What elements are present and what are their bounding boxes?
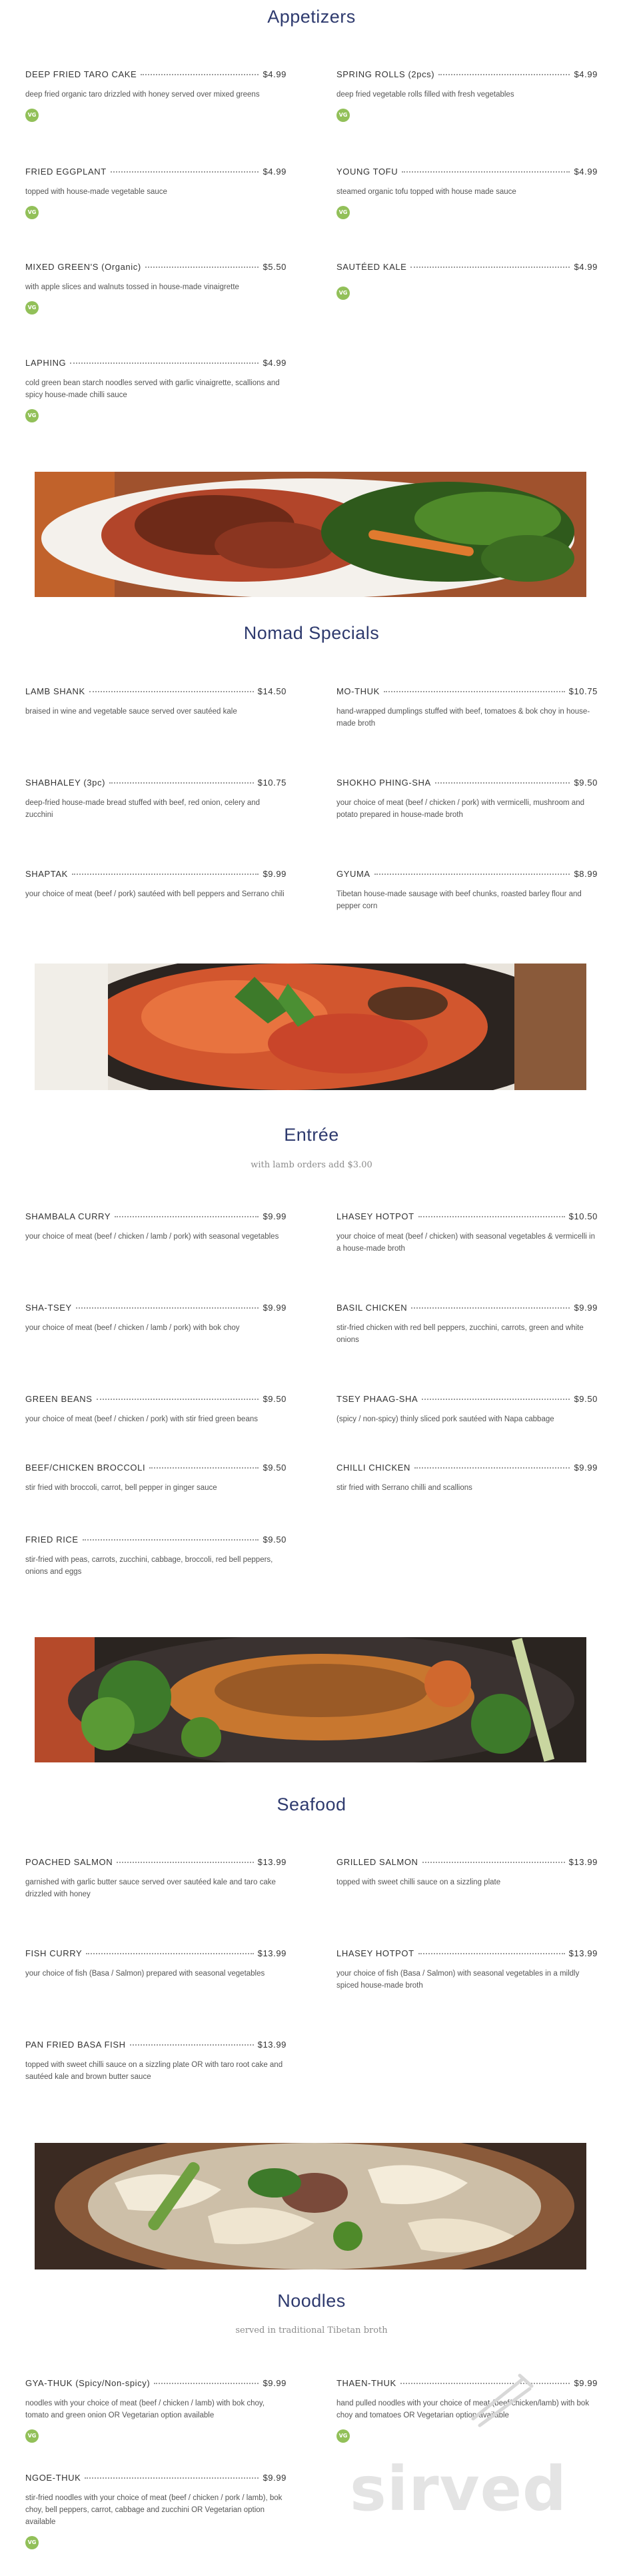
leader-dots: [374, 874, 570, 875]
vegetarian-badge: VG: [25, 409, 39, 422]
item-name: DEEP FRIED TARO CAKE: [25, 69, 137, 79]
item-description: stir-fried chicken with red bell peppers, zucchini, carrots, green and white onions: [336, 1324, 584, 1344]
seafood-title: Seafood: [277, 1794, 346, 1814]
item-name: GYA-THUK (Spicy/Non-spicy): [25, 2378, 151, 2388]
item-description: your choice of meat (beef / pork) sautéed with bell peppers and Serrano chili: [25, 890, 285, 898]
item-price: $9.99: [263, 869, 287, 879]
item-name: GREEN BEANS: [25, 1394, 93, 1404]
menu-item: [25, 686, 287, 718]
menu-item: [25, 869, 287, 900]
menu-item: [25, 1211, 287, 1243]
item-description: deep fried organic taro drizzled with honey served over mixed greens: [25, 91, 260, 99]
item-name: LHASEY HOTPOT: [336, 1948, 414, 1958]
item-price: $4.99: [263, 167, 287, 177]
item-description: deep fried vegetable rolls filled with fresh vegetables: [336, 91, 514, 99]
item-price: $9.50: [574, 778, 598, 788]
item-price: $9.99: [574, 2378, 598, 2388]
leader-dots: [435, 782, 570, 784]
leader-dots: [154, 2383, 259, 2384]
leader-dots: [414, 1467, 570, 1469]
menu-item: [25, 1394, 287, 1425]
item-price: $9.50: [263, 1535, 287, 1545]
menu-item: [336, 686, 598, 730]
noodle-soup-photo: [35, 2143, 586, 2269]
menu-item: [25, 1535, 287, 1578]
item-name: SPRING ROLLS (2pcs): [336, 69, 435, 79]
item-description: Tibetan house-made sausage with beef chunks, roasted barley flour and pepper corn: [336, 890, 582, 910]
item-description: braised in wine and vegetable sauce served over sautéed kale: [25, 708, 237, 716]
utensils-watermark-icon: [460, 2369, 540, 2429]
leader-dots: [76, 1307, 259, 1309]
menu-item: [25, 358, 287, 422]
menu-item: [336, 1463, 598, 1494]
menu-item: [336, 778, 598, 821]
item-description: stir fried with broccoli, carrot, bell pepper in ginger sauce: [25, 1484, 217, 1492]
entree-subtitle: with lamb orders add $3.00: [251, 1160, 372, 1170]
leader-dots: [86, 1953, 253, 1954]
item-description: with apple slices and walnuts tossed in house-made vinaigrette: [25, 283, 239, 291]
nomad-specials-title: Nomad Specials: [243, 623, 380, 643]
leader-dots: [83, 1539, 259, 1541]
item-name: LHASEY HOTPOT: [336, 1211, 414, 1221]
item-price: $13.99: [568, 1857, 598, 1867]
item-description: stir-fried noodles with your choice of meat (beef / chicken / pork / lamb), bok choy, bell peppers, carrot, cabbage and zucchini OR Vegetarian option available: [25, 2494, 283, 2526]
item-name: SHA-TSEY: [25, 1303, 72, 1313]
leader-dots: [145, 267, 259, 268]
vegetarian-badge: VG: [336, 109, 350, 122]
vegetarian-badge: VG: [25, 2429, 39, 2443]
leader-dots: [418, 1953, 565, 1954]
item-name: THAEN-THUK: [336, 2378, 396, 2388]
item-description: your choice of fish (Basa / Salmon) prepared with seasonal vegetables: [25, 1970, 265, 1978]
item-name: PAN FRIED BASA FISH: [25, 2040, 126, 2050]
leader-dots: [130, 2044, 254, 2046]
item-description: garnished with garlic butter sauce served over sautéed kale and taro cake drizzled with honey: [25, 1878, 276, 1898]
item-name: MO-THUK: [336, 686, 380, 696]
item-description: cold green bean starch noodles served with garlic vinaigrette, scallions and spicy house-made chilli sauce: [25, 379, 280, 399]
leader-dots: [72, 874, 259, 875]
item-name: CHILLI CHICKEN: [336, 1463, 410, 1473]
leader-dots: [384, 691, 565, 692]
item-price: $10.50: [568, 1211, 598, 1221]
menu-item: [336, 1948, 598, 1992]
leader-dots: [438, 74, 570, 75]
item-price: $9.50: [263, 1394, 287, 1404]
item-name: POACHED SALMON: [25, 1857, 113, 1867]
item-price: $13.99: [257, 1857, 287, 1867]
item-name: SHABHALEY (3pc): [25, 778, 106, 788]
item-price: $9.99: [263, 1211, 287, 1221]
leader-dots: [149, 1467, 259, 1469]
menu-item: [336, 869, 598, 912]
menu-item: [25, 1948, 287, 1980]
item-price: $9.99: [574, 1303, 598, 1313]
noodles-title: Noodles: [277, 2291, 346, 2311]
vegetarian-badge: VG: [336, 287, 350, 300]
leader-dots: [410, 267, 570, 268]
item-description: stir-fried with peas, carrots, zucchini, cabbage, broccoli, red bell peppers, onions and eggs: [25, 1556, 273, 1576]
vegetarian-badge: VG: [336, 206, 350, 219]
curry-photo: [35, 964, 586, 1090]
menu-item: [336, 69, 598, 122]
lamb-shank-photo: [35, 472, 586, 597]
noodles-subtitle: served in traditional Tibetan broth: [235, 2325, 388, 2335]
item-name: FRIED RICE: [25, 1535, 79, 1545]
item-description: deep-fried house-made bread stuffed with beef, red onion, celery and zucchini: [25, 799, 261, 819]
leader-dots: [115, 1216, 259, 1217]
item-description: stir fried with Serrano chilli and scallions: [336, 1484, 472, 1492]
menu-item: [336, 262, 598, 300]
item-name: LAPHING: [25, 358, 67, 368]
menu-item: [25, 2040, 287, 2083]
item-description: topped with sweet chilli sauce on a sizzling plate: [336, 1878, 501, 1886]
item-name: BASIL CHICKEN: [336, 1303, 408, 1313]
item-price: $4.99: [263, 358, 287, 368]
item-description: your choice of meat (beef / chicken / lamb / pork) with seasonal vegetables: [25, 1233, 279, 1241]
menu-item: [336, 1303, 598, 1346]
menu-item: [25, 778, 287, 821]
item-price: $14.50: [257, 686, 287, 696]
menu-item: [25, 167, 287, 219]
item-price: $9.99: [263, 2378, 287, 2388]
vegetarian-badge: VG: [336, 2429, 350, 2443]
menu-item: [336, 1394, 598, 1425]
item-description: your choice of fish (Basa / Salmon) with seasonal vegetables in a mildly spiced house-made broth: [336, 1970, 580, 1990]
item-price: $8.99: [574, 869, 598, 879]
item-description: your choice of meat (beef / chicken / lamb / pork) with bok choy: [25, 1324, 240, 1332]
menu-item: [336, 1211, 598, 1255]
item-price: $9.50: [263, 1463, 287, 1473]
leader-dots: [111, 171, 259, 173]
leader-dots: [117, 1862, 253, 1863]
item-name: GYUMA: [336, 869, 370, 879]
item-name: MIXED GREEN'S (Organic): [25, 262, 141, 272]
vegetarian-badge: VG: [25, 2536, 39, 2549]
item-description: steamed organic tofu topped with house made sauce: [336, 188, 516, 196]
leader-dots: [418, 1216, 565, 1217]
item-description: noodles with your choice of meat (beef / chicken / lamb) with bok choy, tomato and green onion OR Vegetarian option available: [25, 2399, 265, 2419]
menu-item: [25, 1463, 287, 1494]
leader-dots: [422, 1862, 565, 1863]
item-name: SHOKHO PHING-SHA: [336, 778, 431, 788]
item-price: $9.99: [263, 1303, 287, 1313]
menu-item: [25, 262, 287, 315]
item-description: your choice of meat (beef / chicken) with seasonal vegetables & vermicelli in a house-made broth: [336, 1233, 595, 1253]
item-name: SHAMBALA CURRY: [25, 1211, 111, 1221]
item-price: $4.99: [574, 69, 598, 79]
leader-dots: [97, 1399, 259, 1400]
item-price: $13.99: [568, 1948, 598, 1958]
item-name: LAMB SHANK: [25, 686, 85, 696]
menu-item: [25, 2378, 287, 2443]
sizzling-fish-photo: [35, 1637, 586, 1762]
leader-dots: [89, 691, 254, 692]
item-price: $4.99: [263, 69, 287, 79]
entree-title: Entrée: [284, 1125, 339, 1145]
vegetarian-badge: VG: [25, 109, 39, 122]
item-price: $4.99: [574, 167, 598, 177]
vegetarian-badge: VG: [25, 301, 39, 315]
leader-dots: [70, 362, 259, 364]
item-name: FRIED EGGPLANT: [25, 167, 107, 177]
item-price: $10.75: [568, 686, 598, 696]
menu-item: [336, 167, 598, 219]
item-price: $9.99: [574, 1463, 598, 1473]
sirved-watermark: sirved: [350, 2453, 567, 2525]
menu-item: [336, 1857, 598, 1888]
item-description: your choice of meat (beef / chicken / pork) with stir fried green beans: [25, 1415, 258, 1423]
item-price: $5.50: [263, 262, 287, 272]
item-name: GRILLED SALMON: [336, 1857, 418, 1867]
appetizers-title: Appetizers: [267, 7, 356, 27]
menu-item: [25, 1303, 287, 1334]
item-description: topped with sweet chilli sauce on a sizzling plate OR with taro root cake and sautéed kale and brown butter sauce: [25, 2061, 283, 2081]
item-name: FISH CURRY: [25, 1948, 83, 1958]
item-price: $13.99: [257, 2040, 287, 2050]
item-name: YOUNG TOFU: [336, 167, 398, 177]
menu-item: [25, 2473, 287, 2549]
item-description: hand-wrapped dumplings stuffed with beef, tomatoes & bok choy in house-made broth: [336, 708, 590, 728]
item-price: $9.50: [574, 1394, 598, 1404]
item-price: $4.99: [574, 262, 598, 272]
leader-dots: [422, 1399, 570, 1400]
leader-dots: [411, 1307, 570, 1309]
item-name: SAUTÉED KALE: [336, 262, 407, 272]
item-name: BEEF/CHICKEN BROCCOLI: [25, 1463, 146, 1473]
leader-dots: [85, 2477, 259, 2479]
item-price: $13.99: [257, 1948, 287, 1958]
item-description: topped with house-made vegetable sauce: [25, 188, 167, 196]
vegetarian-badge: VG: [25, 206, 39, 219]
item-description: your choice of meat (beef / chicken / pork) with vermicelli, mushroom and potato prepared in house-made broth: [336, 799, 584, 819]
item-name: SHAPTAK: [25, 869, 68, 879]
leader-dots: [109, 782, 254, 784]
item-price: $10.75: [257, 778, 287, 788]
item-name: NGOE-THUK: [25, 2473, 81, 2483]
item-price: $9.99: [263, 2473, 287, 2483]
leader-dots: [402, 171, 570, 173]
item-name: TSEY PHAAG-SHA: [336, 1394, 418, 1404]
item-description: hand pulled noodles with your choice of meat (beef/chicken/lamb) with bok choy and tomatoes OR Vegetarian option available: [336, 2399, 590, 2419]
item-description: (spicy / non-spicy) thinly sliced pork sautéed with Napa cabbage: [336, 1415, 554, 1423]
leader-dots: [141, 74, 259, 75]
menu-item: [25, 1857, 287, 1900]
menu-item: [25, 69, 287, 122]
